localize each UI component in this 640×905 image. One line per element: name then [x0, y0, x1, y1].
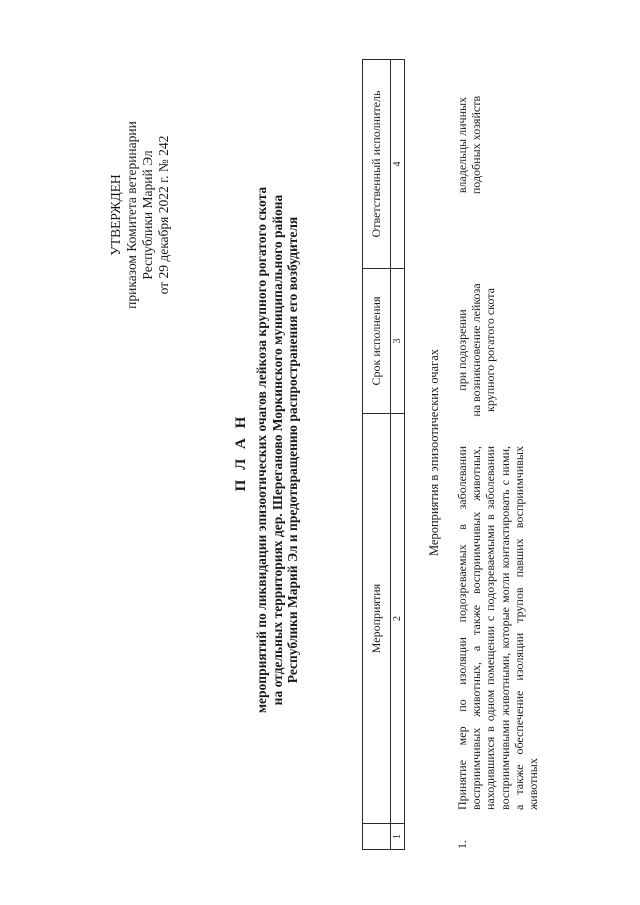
- row-term-line-3: крупного рогатого скота: [483, 288, 498, 412]
- row-executor: [455, 75, 483, 215]
- approval-republic-line: Республики Марий Эл: [140, 150, 155, 280]
- row-executor-line-2: подобных хозяйств: [469, 95, 484, 195]
- subtitle-line-1: мероприятий по ликвидации эпизоотических очагов лейкоза крупного рогатого скота: [254, 186, 269, 714]
- column-number-3: 3: [391, 269, 405, 414]
- row-number: 1.: [455, 840, 469, 849]
- row-measure-text: Принятие мер по изоляции подозреваемых в заболевании восприимчивых животных, а также восприимчивых животных, находившихся в одном помещении с подозреваемыми в заболевании восприимчивыми животными, которые могли контактировать с ними, а также обеспечение изоляции трупов павших восприимчивых животных: [455, 446, 541, 810]
- subtitle-line-3: Республики Марий Эл и предотвращению распространения его возбудителя: [285, 216, 300, 684]
- row-term-line-2: на возникновение лейкоза: [469, 283, 484, 417]
- approval-block: [108, 85, 172, 345]
- plan-subtitle: [254, 55, 301, 845]
- column-number-1: 1: [391, 824, 405, 850]
- approval-order-line: приказом Комитета ветеринарии: [124, 121, 139, 309]
- header-measures: Мероприятия: [363, 414, 391, 824]
- column-number-4: 4: [391, 60, 405, 269]
- section-heading: Мероприятия в эпизоотических очагах: [427, 348, 441, 557]
- header-term: Срок исполнения: [363, 269, 391, 414]
- row-term: [455, 280, 498, 420]
- row-executor-line-1: владельцы личных: [455, 96, 469, 194]
- approval-date-line: от 29 декабря 2022 г. № 242: [156, 135, 171, 295]
- plan-title: П Л А Н: [233, 413, 249, 492]
- plan-table: [362, 60, 405, 850]
- table-numbering-row: [391, 60, 405, 850]
- table-header-row: [363, 60, 391, 850]
- row-term-line-1: при подозрении: [455, 309, 469, 391]
- subtitle-line-2: на отдельных территориях дер. Шереганово Моркинского муниципального района: [269, 194, 285, 706]
- plan-table-grid: [362, 59, 405, 850]
- approval-heading: УТВЕРЖДЕН: [108, 174, 123, 256]
- header-executor: Ответственный исполнитель: [363, 60, 391, 269]
- header-number: [363, 824, 391, 850]
- column-number-2: 2: [391, 414, 405, 824]
